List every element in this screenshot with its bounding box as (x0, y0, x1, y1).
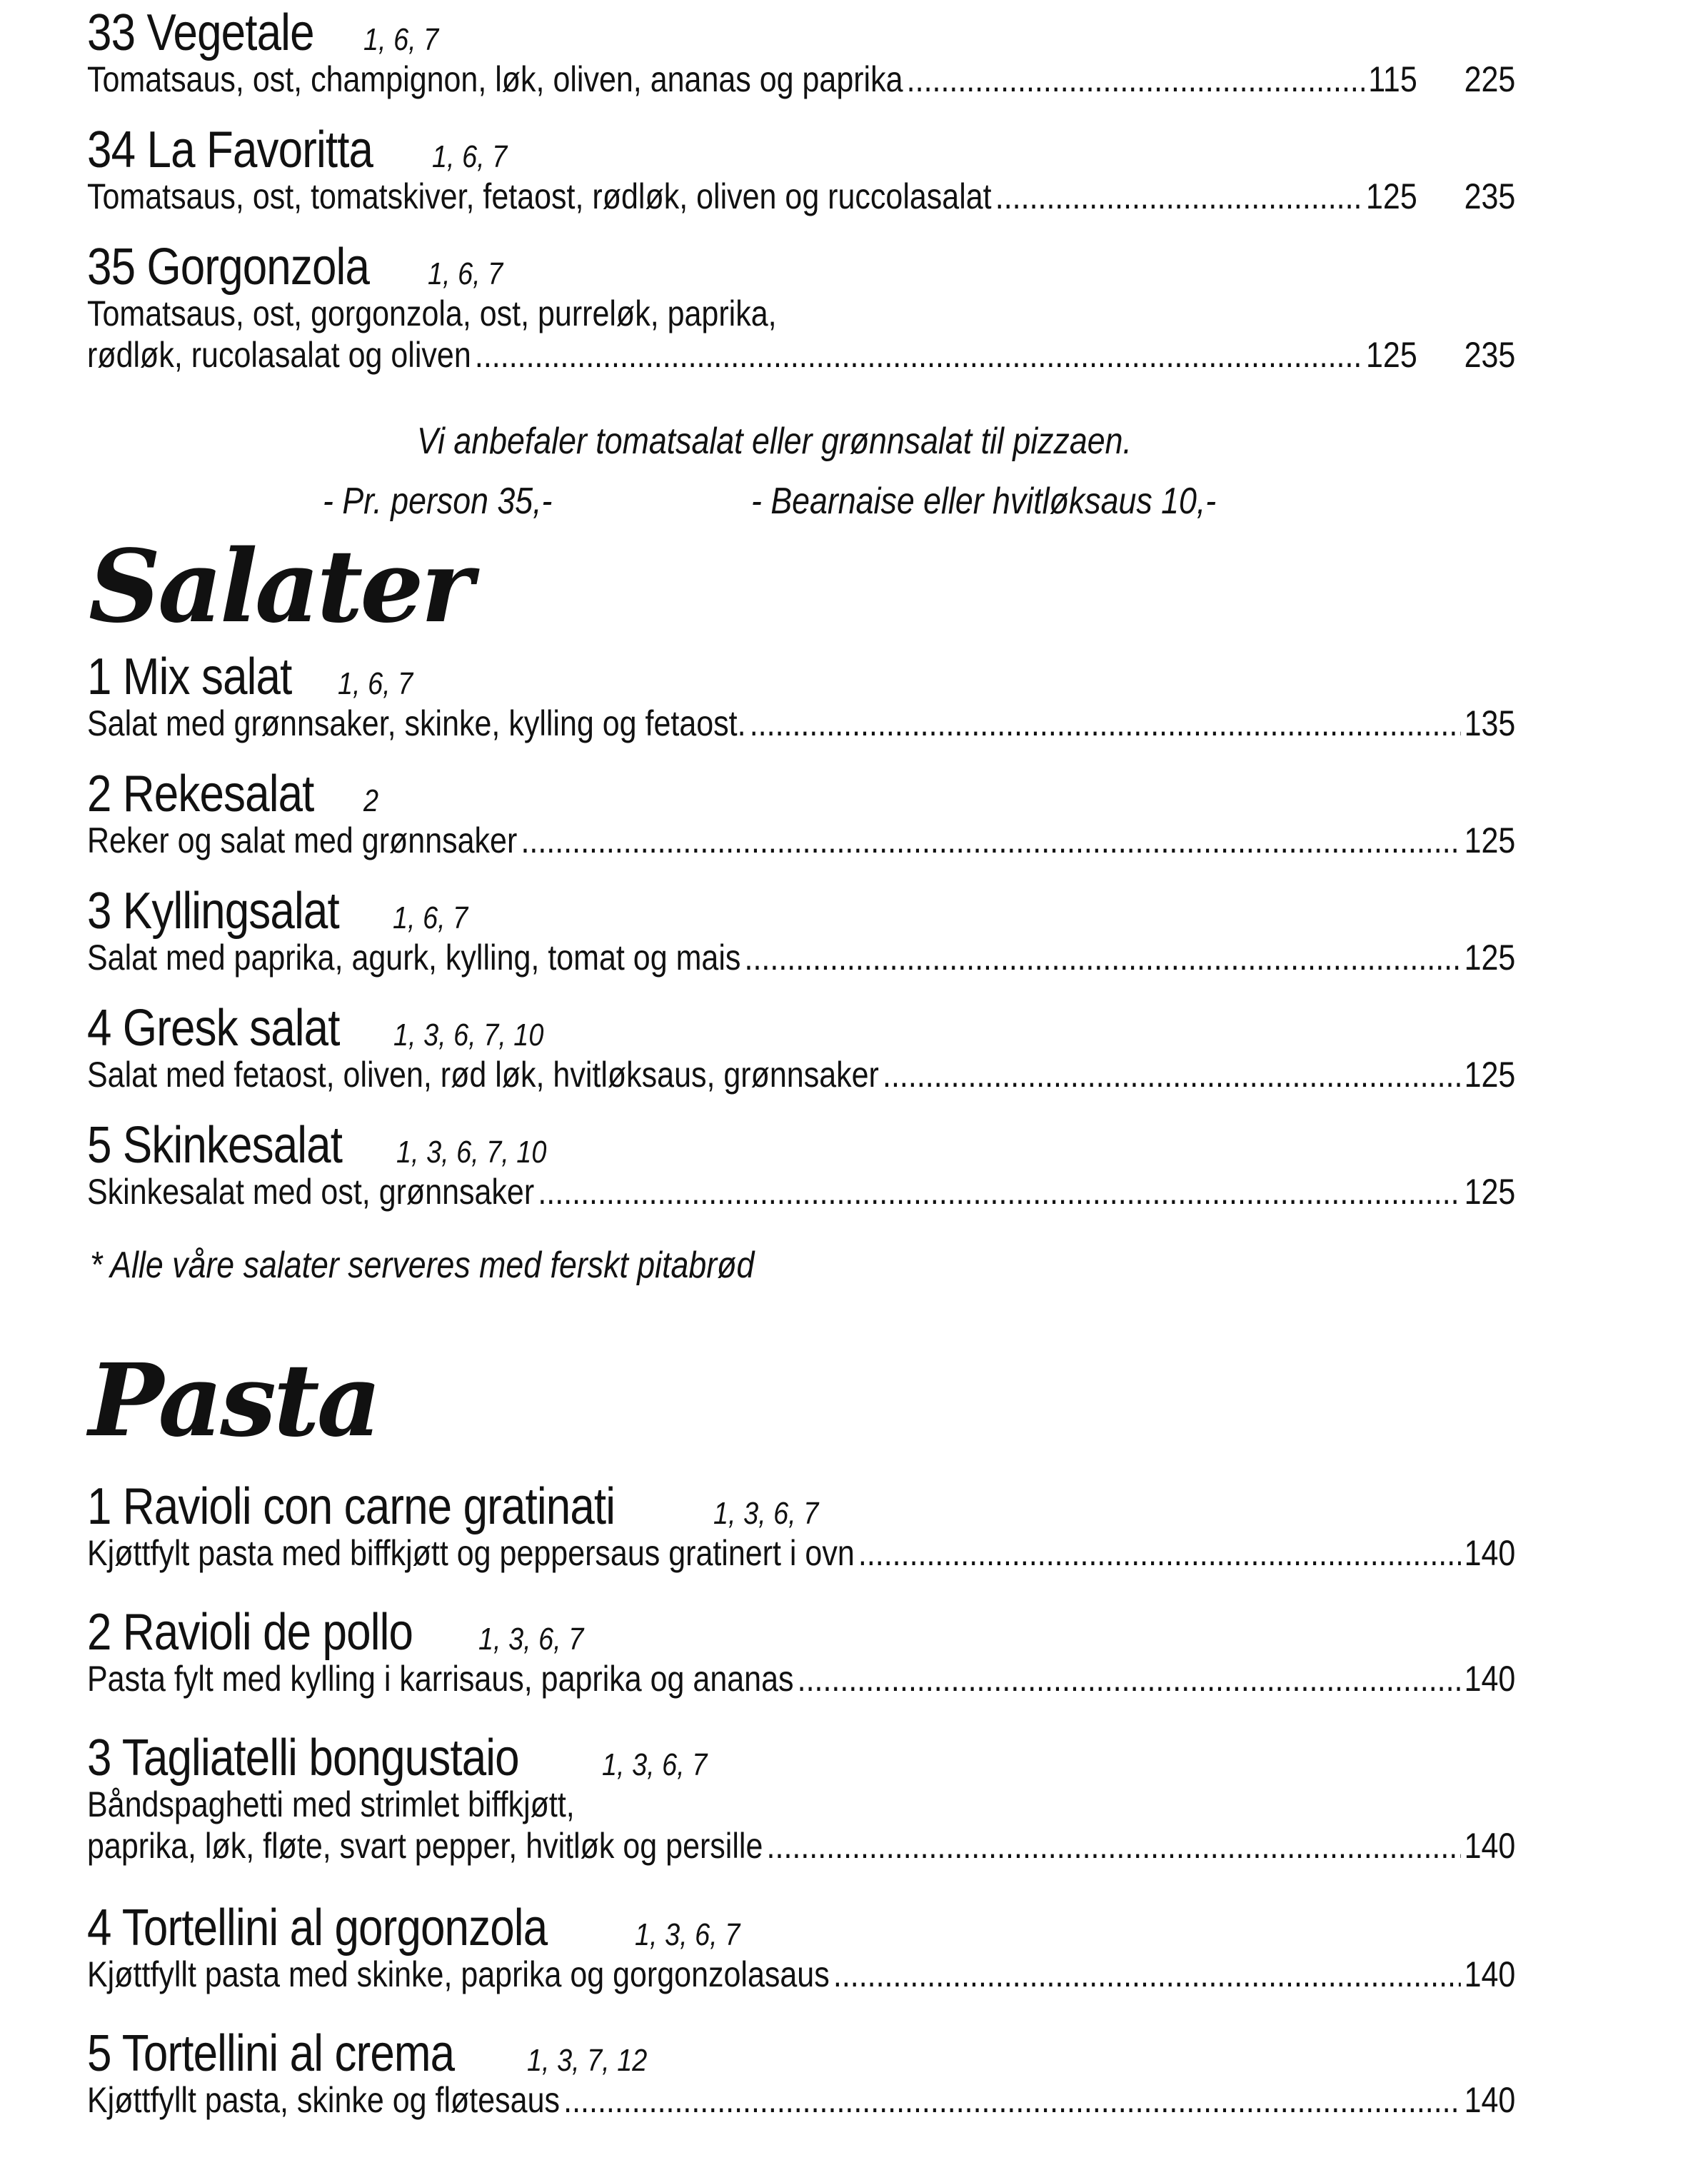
item-price: 135 (1464, 703, 1516, 743)
menu-item (87, 238, 1516, 376)
item-price-large: 225 (1464, 59, 1516, 99)
dot-leader (538, 1171, 1460, 1212)
menu-item (87, 1899, 1516, 1995)
item-description: rødløk, rucolasalat og oliven (87, 335, 471, 375)
item-allergens: 1, 6, 7 (428, 256, 503, 291)
item-description: Båndspaghetti med strimlet biffkjøtt, (87, 1784, 575, 1824)
item-allergens: 2 (363, 783, 379, 818)
dot-leader (767, 1825, 1461, 1867)
menu-item (87, 1604, 1516, 1699)
item-allergens: 1, 6, 7 (393, 900, 468, 935)
item-description: Skinkesalat med ost, grønnsaker (87, 1172, 535, 1212)
item-description: Salat med paprika, agurk, kylling, tomat og mais (87, 938, 741, 978)
item-price-large: 235 (1464, 335, 1516, 375)
item-name: 1 Ravioli con carne gratinati (87, 1478, 616, 1535)
item-allergens: 1, 3, 6, 7, 10 (396, 1135, 547, 1170)
menu-item (87, 4, 1516, 100)
dot-leader (798, 1658, 1461, 1699)
item-description: Kjøttfylt pasta med biffkjøtt og peppersaus gratinert i ovn (87, 1533, 855, 1573)
menu-item (87, 765, 1516, 861)
menu-item (87, 1729, 1516, 1867)
item-price: 125 (1464, 938, 1516, 978)
section-title-pasta: Pasta (89, 1342, 379, 1460)
item-allergens: 1, 6, 7 (363, 22, 439, 57)
item-name: 33 Vegetale (87, 4, 314, 61)
item-description: Tomatsaus, ost, gorgonzola, ost, purreløk, paprika, (87, 293, 777, 333)
item-description: Pasta fylt med kylling i karrisaus, paprika og ananas (87, 1659, 794, 1699)
item-description: Tomatsaus, ost, tomatskiver, fetaost, rødløk, oliven og ruccolasalat (87, 176, 992, 216)
menu-item (87, 1000, 1516, 1095)
menu-item (87, 121, 1516, 217)
item-allergens: 1, 3, 6, 7 (602, 1747, 708, 1782)
menu-item (87, 2025, 1516, 2121)
item-allergens: 1, 3, 6, 7 (478, 1622, 584, 1657)
dot-leader (745, 937, 1461, 978)
menu-item (87, 1117, 1516, 1212)
item-allergens: 1, 3, 6, 7 (713, 1496, 819, 1531)
item-name: 35 Gorgonzola (87, 238, 370, 296)
item-name: 5 Tortellini al crema (87, 2025, 455, 2082)
item-price: 140 (1464, 1826, 1516, 1866)
item-price: 125 (1464, 820, 1516, 860)
item-price: 140 (1464, 2080, 1516, 2120)
dot-leader (521, 820, 1460, 861)
dot-leader (750, 703, 1461, 744)
item-description: Kjøttfyllt pasta, skinke og fløtesaus (87, 2080, 560, 2120)
recommend-note: Vi anbefaler tomatsalat eller grønnsalat til pizzaen. (417, 421, 1132, 462)
dot-leader (995, 176, 1362, 217)
item-description: paprika, løk, fløte, svart pepper, hvitløk og persille (87, 1826, 763, 1866)
item-name: 3 Tagliatelli bongustaio (87, 1729, 519, 1787)
item-name: 4 Gresk salat (87, 1000, 340, 1057)
item-allergens: 1, 3, 7, 12 (526, 2043, 648, 2078)
dot-leader (883, 1054, 1460, 1095)
item-name: 2 Ravioli de pollo (87, 1604, 413, 1661)
item-allergens: 1, 6, 7 (338, 666, 413, 701)
item-name: 3 Kyllingsalat (87, 883, 339, 940)
dot-leader (907, 59, 1365, 100)
salater-footnote: * Alle våre salater serveres med ferskt pitabrød (90, 1245, 755, 1286)
item-name: 34 La Favoritta (87, 121, 373, 179)
item-description: Tomatsaus, ost, champignon, løk, oliven, ananas og paprika (87, 59, 903, 99)
item-description: Kjøttfyllt pasta med skinke, paprika og gorgonzolasaus (87, 1954, 830, 1994)
menu-item (87, 885, 1515, 978)
item-price: 125 (1464, 1055, 1516, 1095)
item-name: 1 Mix salat (87, 648, 292, 705)
dot-leader (858, 1532, 1461, 1574)
item-price: 140 (1464, 1954, 1516, 1994)
dot-leader (833, 1954, 1461, 1995)
item-name: 2 Rekesalat (87, 765, 314, 823)
item-description: Reker og salat med grønnsaker (87, 820, 518, 860)
dot-leader (563, 2079, 1460, 2121)
item-name: 5 Skinkesalat (87, 1117, 343, 1174)
item-price: 125 (1464, 1172, 1516, 1212)
item-price-small: 125 (1366, 176, 1417, 216)
item-description: Salat med fetaost, oliven, rød løk, hvitløksaus, grønnsaker (87, 1055, 879, 1095)
item-name: 4 Tortellini al gorgonzola (87, 1899, 548, 1956)
menu-item (87, 1478, 1516, 1574)
item-price-small: 115 (1368, 59, 1417, 99)
item-allergens: 1, 6, 7 (432, 139, 508, 174)
section-title-salater: Salater (89, 528, 471, 646)
item-price: 140 (1464, 1533, 1516, 1573)
menu-item (87, 648, 1516, 744)
item-price-small: 125 (1366, 335, 1417, 375)
item-price-large: 235 (1464, 176, 1516, 216)
sauce-note: - Bearnaise eller hvitløksaus 10,- (751, 481, 1217, 522)
item-price: 140 (1464, 1659, 1516, 1699)
item-allergens: 1, 3, 6, 7, 10 (393, 1018, 544, 1053)
dot-leader (475, 334, 1362, 376)
per-person-note: - Pr. person 35,- (323, 481, 553, 522)
item-allergens: 1, 3, 6, 7 (635, 1917, 740, 1952)
item-description: Salat med grønnsaker, skinke, kylling og fetaost. (87, 703, 746, 743)
